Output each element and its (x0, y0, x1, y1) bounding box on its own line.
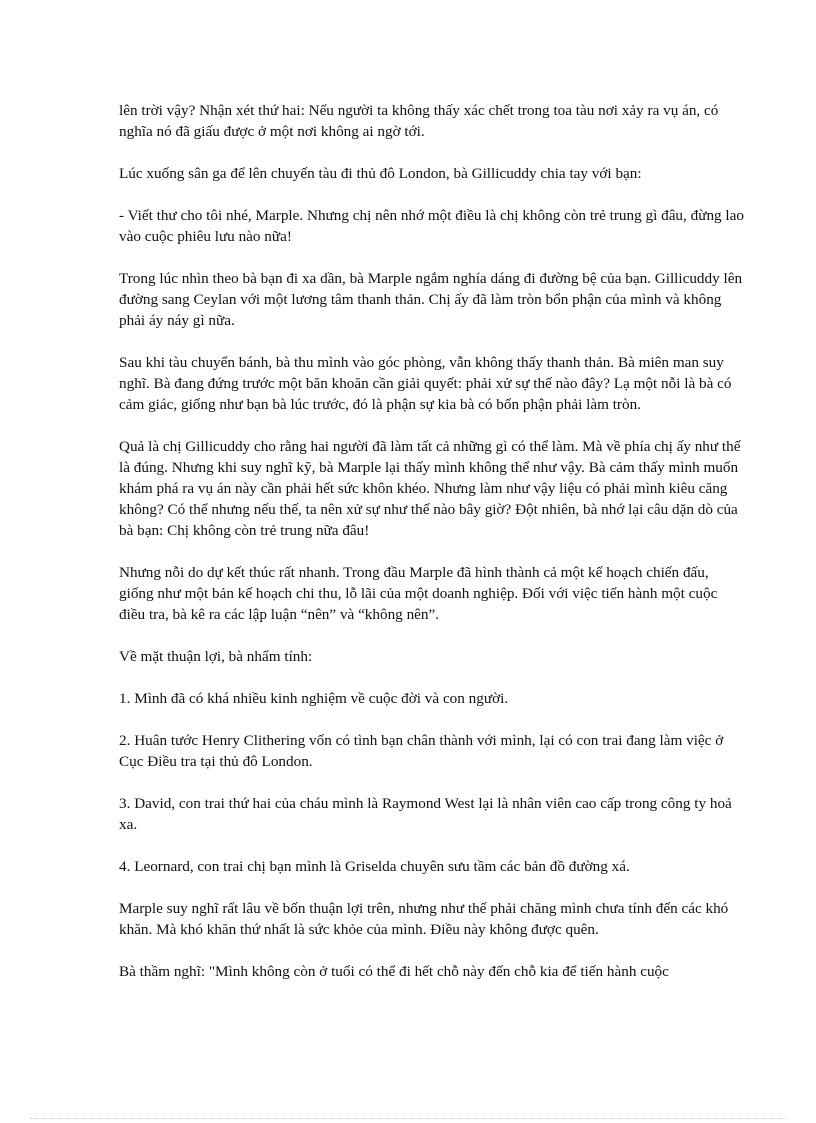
paragraph: Marple suy nghĩ rất lâu về bốn thuận lợi trên, nhưng như thế phải chăng mình chưa tính đến các khó khăn. Mà khó khăn thứ nhất là sức khỏe của mình. Điều này không được quên. (119, 900, 729, 938)
paragraph: Bà thầm nghĩ: "Mình không còn ở tuổi có thể đi hết chỗ này đến chỗ kia để tiến hành cuộc (119, 963, 669, 980)
document-body (119, 100, 747, 982)
list-item: 2. Huân tước Henry Clithering vốn có tình bạn chân thành với mình, lại có con trai đang làm việc ở Cục Điều tra tại thủ đô London. (119, 732, 724, 770)
paragraph: Về mặt thuận lợi, bà nhẩm tính: (119, 648, 313, 665)
paragraph: Quả là chị Gillicuddy cho rằng hai người đã làm tất cả những gì có thể làm. Mà về phía chị ấy như thế là đúng. Nhưng khi suy nghĩ kỹ, bà Marple lại thấy mình không thể như vậy. Bà cảm thấy mình muốn khám phá ra vụ án này cần phải hết sức khôn khéo. Nhưng làm như vậy liệu có phải mình kiêu căng không? Có thể nhưng nếu thế, ta nên xử sự như thế nào bây giờ? Đột nhiên, bà nhớ lại câu dặn dò của bà bạn: Chị không còn trẻ trung nữa đâu! (119, 438, 741, 539)
paragraph: - Viết thư cho tôi nhé, Marple. Nhưng chị nên nhớ một điều là chị không còn trẻ trung gì đâu, đừng lao vào cuộc phiêu lưu nào nữa! (119, 207, 744, 245)
page-bottom-divider (30, 1118, 786, 1119)
paragraph: Lúc xuống sân ga để lên chuyến tàu đi thủ đô London, bà Gillicuddy chia tay với bạn: (119, 165, 642, 182)
list-item: 3. David, con trai thứ hai của cháu mình là Raymond West lại là nhân viên cao cấp trong công ty hoả xa. (119, 795, 732, 833)
paragraph: lên trời vậy? Nhận xét thứ hai: Nếu người ta không thấy xác chết trong toa tàu nơi xảy ra vụ án, có nghĩa nó đã giấu được ở một nơi không ai ngờ tới. (119, 102, 719, 140)
paragraph: Nhưng nỗi do dự kết thúc rất nhanh. Trong đầu Marple đã hình thành cả một kế hoạch chiến đấu, giống như một bản kế hoạch chi thu, lỗ lãi của một doanh nghiệp. Đối với việc tiến hành một cuộc điều tra, bà kê ra các lập luận “nên” và “không nên”. (119, 564, 718, 623)
paragraph: Sau khi tàu chuyển bánh, bà thu mình vào góc phòng, vẫn không thấy thanh thản. Bà miên man suy nghĩ. Bà đang đứng trước một băn khoăn cần giải quyết: phải xử sự thế nào đây? Lạ một nỗi là bà có cảm giác, giống như bạn bà lúc trước, đó là phận sự kia bà có bổn phận phải làm tròn. (119, 354, 732, 413)
list-item: 1. Mình đã có khá nhiều kinh nghiệm về cuộc đời và con người. (119, 690, 509, 707)
paragraph: Trong lúc nhìn theo bà bạn đi xa dần, bà Marple ngắm nghía dáng đi đường bệ của bạn. Gillicuddy lên đường sang Ceylan với một lương tâm thanh thản. Chị ấy đã làm tròn bổn phận của mình và không phải áy náy gì nữa. (119, 270, 743, 329)
list-item: 4. Leornard, con trai chị bạn mình là Griselda chuyên sưu tầm các bản đồ đường xá. (119, 858, 630, 875)
